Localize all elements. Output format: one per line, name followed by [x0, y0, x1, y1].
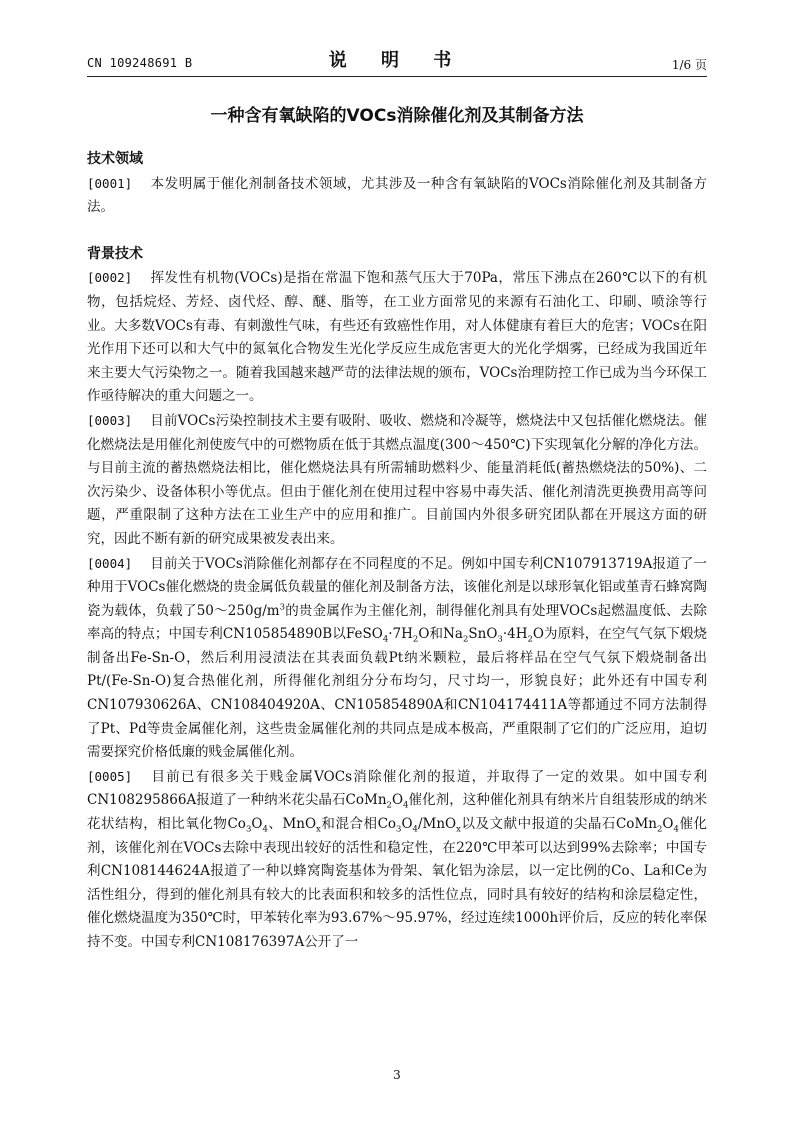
paragraph-text: 催化剂，该催化剂在VOCs去除中表现出较好的活性和稳定性，在220℃甲苯可以达到99%去除率；中国专利CN108144624A报道了一种以蜂窝陶瓷基体为骨架、氧化铝为涂层，以一定比例的Co、La和Ce为活性组分，得到的催化剂具有较大的比表面积和较多的活性位点，同时具有较好的结构和涂层稳定性，催化燃烧温度为350℃时，甲苯转化率为93.67%～95.97%，经过连续1000h评价后，反应的转化率保持不变。中国专利CN108176397A公开了一 — [87, 816, 707, 950]
subscript: 4 — [382, 634, 389, 645]
superscript: 3 — [279, 602, 285, 613]
paragraph-text: 的贵金属作为主催化剂，制得催化剂具有处理VOCs起燃温度低、去除率高的特点；中国专利CN105854890B以FeSO — [87, 602, 708, 643]
section-heading-background: 背景技术 — [87, 245, 143, 262]
paragraph-number: [0004] — [87, 555, 133, 571]
paragraph-text: 目前关于VOCs消除催化剂都存在不同程度的不足。例如中国专利CN107913719A报道了一种用于VOCs催化燃烧的贵金属低负载量的催化剂及制备方法，该催化剂是以球形氧化铝或堇青石蜂窝陶瓷为载体，负载了50～250g/m — [87, 555, 707, 619]
subscript: x — [316, 824, 321, 835]
subscript: 3 — [497, 634, 503, 645]
paragraph-text: 、MnO — [267, 816, 317, 833]
paragraph-0002 — [87, 266, 707, 409]
subscript: 2 — [656, 824, 663, 835]
subscript: 3 — [396, 824, 402, 835]
paragraph-text: ·7H — [388, 626, 413, 643]
paragraph-0003 — [87, 409, 707, 552]
page-count: 1/6 页 — [671, 58, 707, 72]
paragraph-number: [0005] — [87, 768, 133, 784]
paragraph-text: SnO — [468, 626, 498, 643]
section-heading-tech-field: 技术领域 — [87, 151, 143, 167]
paragraph-text: 和混合相Co — [320, 816, 397, 833]
paragraph-number: [0002] — [87, 270, 133, 286]
document-title: 一种含有氧缺陷的VOCs消除催化剂及其制备方法 — [210, 106, 584, 126]
subscript: 3 — [245, 824, 252, 835]
paragraph-text: O — [251, 816, 263, 833]
subscript: 4 — [412, 824, 418, 835]
body-text — [87, 148, 707, 955]
paragraph-text: 挥发性有机物(VOCs)是指在常温下饱和蒸气压大于70Pa，常压下沸点在260℃以下的有机物，包括烷烃、芳烃、卤代烃、醇、醚、脂等，在工业方面常见的来源有石油化工、印刷、喷涂等行业。大多数VOCs有毒、有刺激性气味，有些还有致癌性作用，对人体健康有着巨大的危害；VOCs在阳光作用下还可以和大气中的氮氧化合物发生光化学反应生成危害更大的光化学烟雾，已经成为我国近年来主要大气污染物之一。随着我国越来越严苛的法律法规的颁布，VOCs治理防控工作已成为当今环保工作亟待解决的重大问题之一。 — [87, 270, 707, 405]
publication-number: CN 109248691 B — [87, 56, 193, 70]
subscript: 2 — [527, 634, 533, 645]
paragraph-text: O和Na — [418, 626, 463, 643]
paragraph-text: O — [391, 792, 404, 809]
paragraph-0005 — [87, 765, 707, 955]
paragraph-text: 目前VOCs污染控制技术主要有吸附、吸收、燃烧和冷凝等，燃烧法中又包括催化燃烧法。催化燃烧法是用催化剂使废气中的可燃物质在低于其燃点温度(300～450℃)下实现氧化分解的净化方法。与目前主流的蓄热燃烧法相比，催化燃烧法具有所需辅助燃料少、能量消耗低(蓄热燃烧法的50%)、二次污染少、设备体积小等优点。但由于催化剂在使用过程中容易中毒失活、催化剂清洗更换费用高等问题，严重限制了这种方法在工业生产中的应用和推广。目前国内外很多研究团队都在开展这方面的研究，因此不断有新的研究成果被发表出来。 — [87, 412, 707, 547]
paragraph-number: [0001] — [87, 175, 133, 191]
paragraph-text: 以及文献中报道的尖晶石CoMn — [460, 816, 657, 833]
paragraph-0001 — [87, 172, 707, 220]
subscript: 2 — [412, 634, 419, 645]
document-type: 说 明 书 — [328, 50, 466, 71]
paragraph-number: [0003] — [87, 412, 133, 428]
subscript: 4 — [262, 824, 268, 835]
page-header — [87, 46, 707, 76]
paragraph-text: O — [662, 816, 674, 833]
paragraph-text: /MnO — [417, 816, 457, 833]
paragraph-text: ·4H — [502, 626, 528, 643]
paragraph-text: 目前已有很多关于贱金属VOCs消除催化剂的报道，并取得了一定的效果。如中国专利CN108295866A报道了一种纳米花尖晶石CoMn — [87, 768, 707, 809]
paragraph-text: O — [401, 816, 413, 833]
paragraph-0004 — [87, 552, 707, 765]
page-number: 3 — [393, 1068, 401, 1082]
subscript: x — [456, 824, 461, 835]
subscript: 4 — [673, 824, 679, 835]
subscript: 2 — [462, 634, 469, 645]
paragraph-text: 本发明属于催化剂制备技术领域，尤其涉及一种含有氧缺陷的VOCs消除催化剂及其制备方法。 — [87, 175, 707, 216]
subscript: 2 — [386, 801, 392, 812]
header-rule — [87, 76, 707, 77]
subscript: 4 — [403, 801, 409, 812]
paragraph-text: O为原料，在空气气氛下煅烧制备出Fe-Sn-O，然后利用浸渍法在其表面负载Pt纳米颗粒，最后将样品在空气气氛下煅烧制备出Pt/(Fe-Sn-O)复合热催化剂，所得催化剂组分分布均匀，尺寸均一，形貌良好；此外还有中国专利CN107930626A、CN108404920A、CN105854890A和CN104174411A等都通过不同方法制得了Pt、Pd等贵金属催化剂，这些贵金属催化剂的共同点是成本极高，严重限制了它们的广泛应用，迫切需要探究价格低廉的贱金属催化剂。 — [87, 626, 707, 761]
paragraph-text: 催化剂，这种催化剂具有纳米片自组装形成的纳米花状结构，相比氧化物Co — [87, 792, 708, 833]
